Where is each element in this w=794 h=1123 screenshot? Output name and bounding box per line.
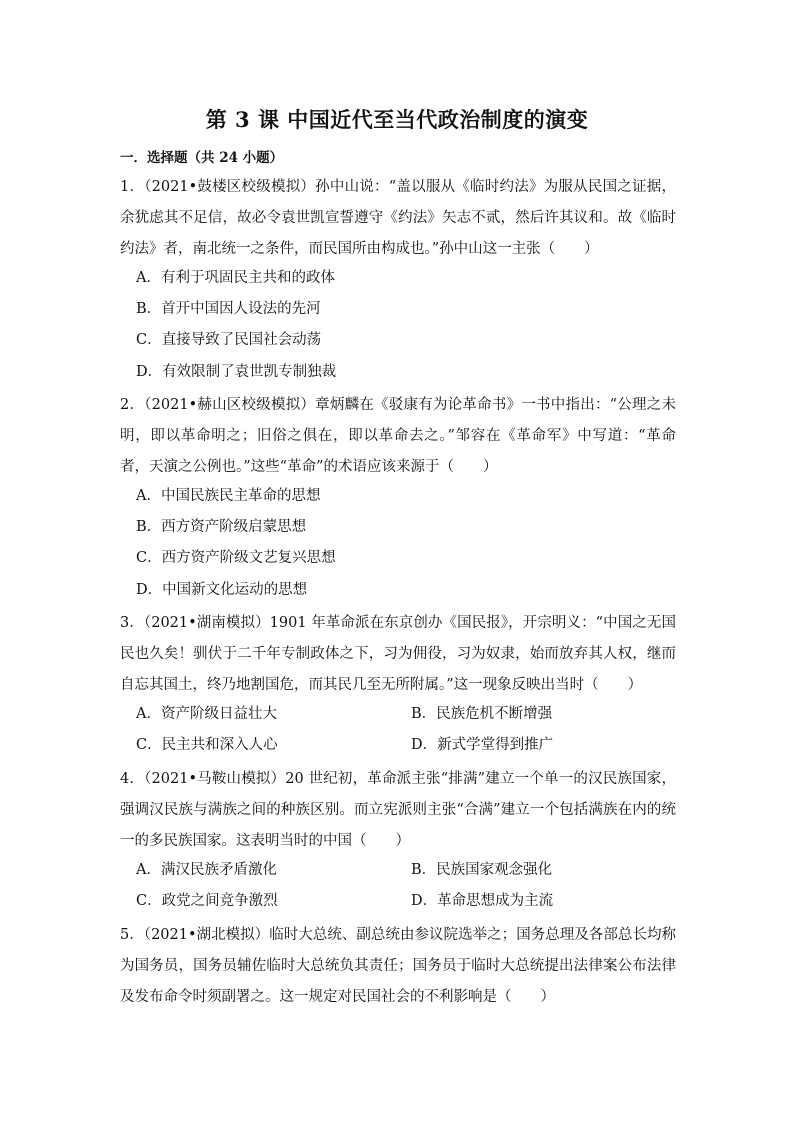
option-d: D．新式学堂得到推广 <box>411 737 554 753</box>
option-d: D．革命思想成为主流 <box>411 893 554 909</box>
question-stem: （2021•鼓楼区校级模拟）孙中山说：“盖以服从《临时约法》为服从民国之证据，余犹虑其不足信，故必令袁世凯宣誓遵守《约法》矢志不贰，然后许其议和。故《临时约法》者，南北统一之条件，而民国所由构成也。”孙中山这一主张（ ） <box>120 179 676 257</box>
option-d: D．有效限制了袁世凯专制独裁 <box>136 364 337 380</box>
question-4 <box>120 764 676 857</box>
option-a: A．有利于巩固民主共和的政体 <box>136 270 335 286</box>
question-number: 2． <box>120 397 145 413</box>
option-a: A．资产阶级日益壮大 <box>136 706 277 722</box>
question-number: 5． <box>120 927 144 943</box>
option-b: B．首开中国因人设法的先河 <box>136 301 321 317</box>
option-b: B．民族危机不断增强 <box>411 706 553 722</box>
question-stem: （2021•赫山区校级模拟）章炳麟在《驳康有为论革命书》一书中指出：“公理之未明，即以革命明之；旧俗之俱在，即以革命去之。”邹容在《革命军》中写道：“革命者，天演之公例也。”这些“革命”的术语应该来源于（ ） <box>120 397 676 475</box>
question-1 <box>120 172 676 265</box>
section-heading: 一．选择题（共 24 小题） <box>120 150 284 166</box>
question-number: 3． <box>120 615 144 631</box>
question-5 <box>120 920 676 1013</box>
question-stem: （2021•湖南模拟）1901 年革命派在东京创办《国民报》，开宗明义：“中国之无国民也久矣！驯伏于二千年专制政体之下，习为佣役，习为奴隶，始而放弃其人权，继而自忘其国土，终乃地割国危，而其民几至无所附属。”这一现象反映出当时（ ） <box>120 615 676 693</box>
question-stem: （2021•湖北模拟）临时大总统、副总统由参议院选举之；国务总理及各部总长均称为国务员，国务员辅佐临时大总统负其责任；国务员于临时大总统提出法律案公布法律及发布命令时须副署之。这一规定对民国社会的不利影响是（ ） <box>120 927 677 1005</box>
option-b: B．西方资产阶级启蒙思想 <box>136 519 307 535</box>
option-c: C．政党之间竞争激烈 <box>136 893 278 909</box>
question-2 <box>120 390 676 483</box>
question-number: 4． <box>120 771 145 787</box>
question-number: 1． <box>120 179 145 195</box>
option-a: A．中国民族民主革命的思想 <box>136 488 321 504</box>
question-stem: （2021•马鞍山模拟）20 世纪初，革命派主张“排满”建立一个单一的汉民族国家，强调汉民族与满族之间的种族区别。而立宪派则主张“合满”建立一个包括满族在内的统一的多民族国家。这表明当时的中国（ ） <box>120 771 676 849</box>
option-c: C．民主共和深入人心 <box>136 737 278 753</box>
page-title: 第 3 课 中国近代至当代政治制度的演变 <box>205 107 589 132</box>
option-d: D．中国新文化运动的思想 <box>136 582 308 598</box>
option-a: A．满汉民族矛盾激化 <box>136 862 277 878</box>
option-c: C．直接导致了民国社会动荡 <box>136 332 322 348</box>
question-3 <box>120 608 676 701</box>
option-b: B．民族国家观念强化 <box>411 862 553 878</box>
option-c: C．西方资产阶级文艺复兴思想 <box>136 550 336 566</box>
